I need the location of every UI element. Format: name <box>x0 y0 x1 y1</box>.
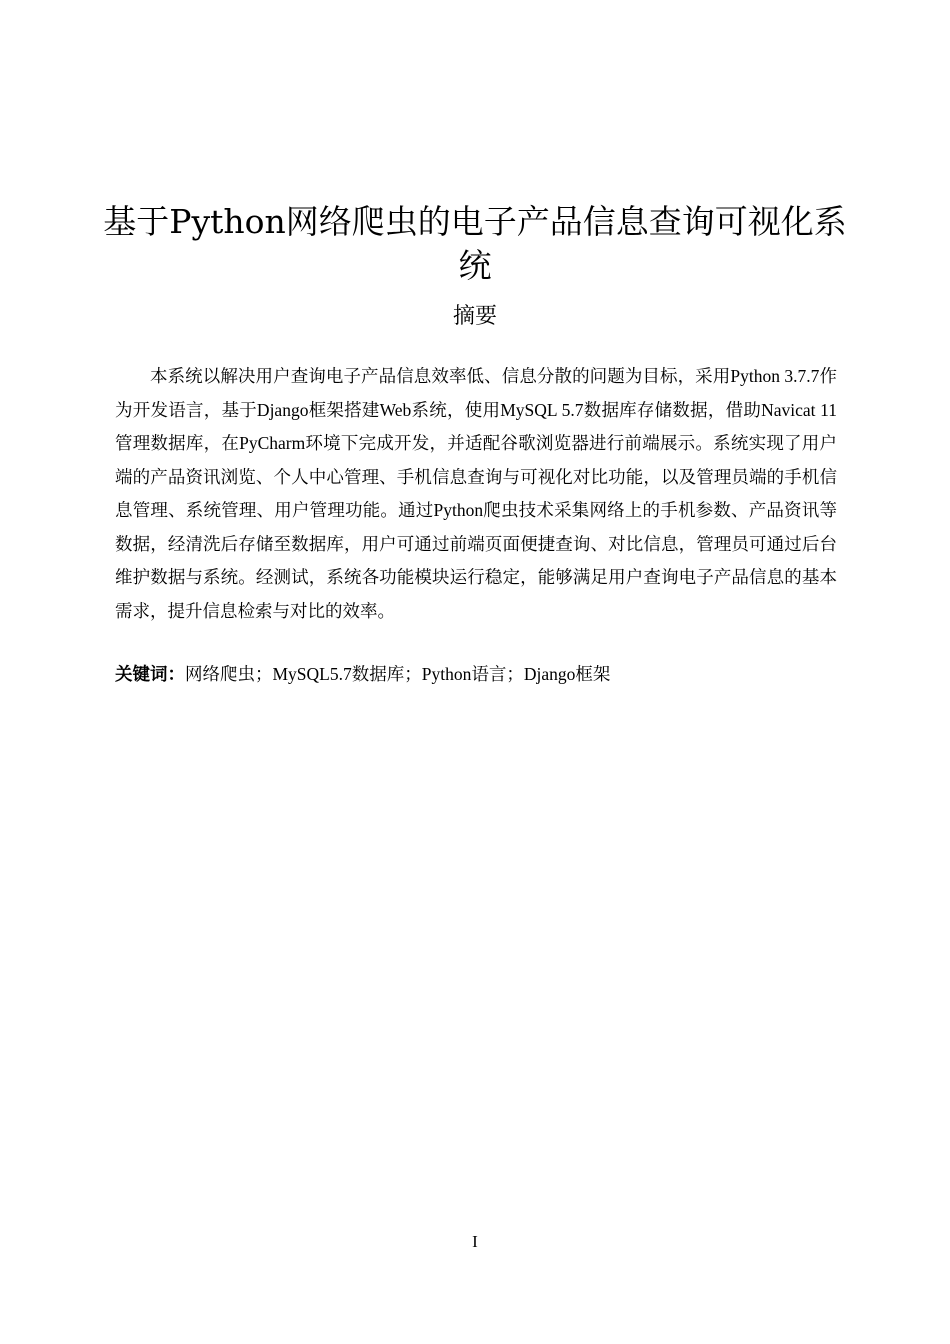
abstract-heading: 摘要 <box>452 304 497 329</box>
keywords-text: 网络爬虫；MySQL5.7数据库；Python语言；Django框架 <box>185 664 611 684</box>
document-title: 基于Python网络爬虫的电子产品信息查询可视化系统 <box>103 202 847 285</box>
page-number: I <box>472 1232 478 1251</box>
keywords-label: 关键词： <box>115 665 185 685</box>
keywords-line <box>115 658 837 692</box>
abstract-body: 本系统以解决用户查询电子产品信息效率低、信息分散的问题为目标，采用Python 3.7.7作为开发语言，基于Django框架搭建Web系统，使用MySQL 5.7数据库存储数据，借助Navicat 11管理数据库，在PyCharm环境下完成开发，并适配谷歌浏览器进行前端展示。系统实现了用户端的产品资讯浏览、个人中心管理、手机信息查询与可视化对比功能，以及管理员端的手机信息管理、系统管理、用户管理功能。通过Python爬虫技术采集网络上的手机参数、产品资讯等数据，经清洗后存储至数据库，用户可通过前端页面便捷查询、对比信息，管理员可通过后台维护数据与系统。经测试，系统各功能模块运行稳定，能够满足用户查询电子产品信息的基本需求，提升信息检索与对比的效率。 <box>115 366 837 621</box>
